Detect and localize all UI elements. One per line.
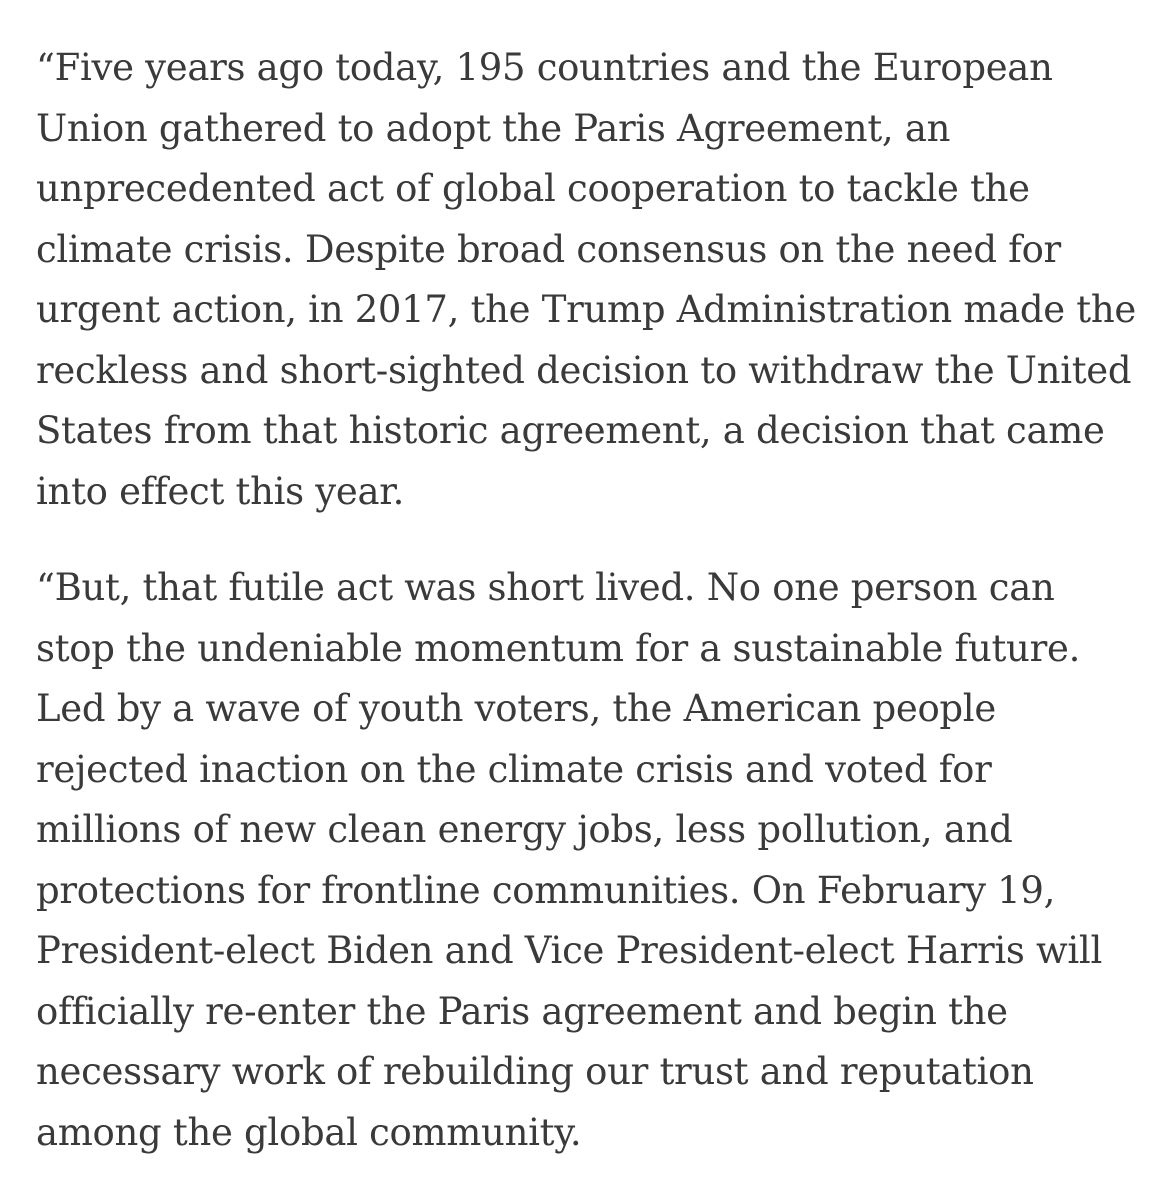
text-line: Union gathered to adopt the Paris Agreement, an <box>36 106 951 150</box>
article-body <box>36 38 1146 1163</box>
text-line: into effect this year. <box>36 469 405 513</box>
text-line: necessary work of rebuilding our trust and reputation <box>36 1050 1034 1093</box>
text-line: millions of new clean energy jobs, less pollution, and <box>36 808 1013 851</box>
text-line: rejected inaction on the climate crisis and voted for <box>36 747 992 791</box>
paragraph-2 <box>36 558 1146 1163</box>
text-line: officially re-enter the Paris agreement and begin the <box>36 989 1008 1033</box>
text-line: “But, that futile act was short lived. No one person can <box>36 566 1055 609</box>
text-line: climate crisis. Despite broad consensus on the need for <box>36 227 1061 271</box>
text-line: stop the undeniable momentum for a sustainable future. <box>36 626 1081 670</box>
text-line: protections for frontline communities. On February 19, <box>36 868 1056 912</box>
text-line: urgent action, in 2017, the Trump Administration made the <box>36 288 1137 331</box>
text-line: among the global community. <box>36 1110 582 1154</box>
text-line: President-elect Biden and Vice President-elect Harris will <box>36 929 1102 972</box>
text-line: States from that historic agreement, a decision that came <box>36 409 1105 452</box>
paragraph-1 <box>36 38 1146 522</box>
text-line: “Five years ago today, 195 countries and the European <box>36 46 1053 89</box>
text-line: reckless and short-sighted decision to withdraw the United <box>36 348 1132 392</box>
text-line: unprecedented act of global cooperation to tackle the <box>36 167 1030 210</box>
text-line: Led by a wave of youth voters, the American people <box>36 687 996 730</box>
